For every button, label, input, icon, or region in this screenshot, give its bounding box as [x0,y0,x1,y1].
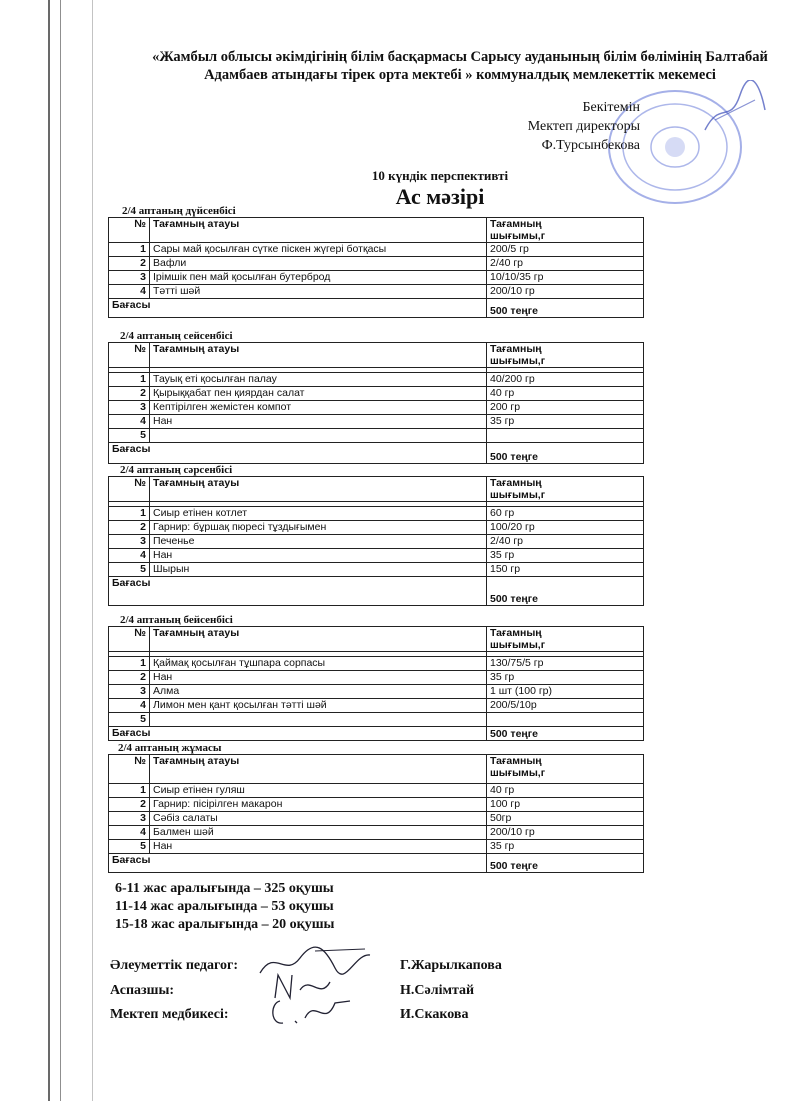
staff-name: И.Скакова [400,1007,469,1022]
org-line-2: Адамбаев атындағы тірек орта мектебі » коммуналдық мемлекеттік мекемесі [204,67,716,83]
price-value: 500 теңге [487,299,644,318]
menu-title: Ас мәзірі [395,184,485,209]
org-line-1: «Жамбыл облысы әкімдігінің білім басқармасы Сарысу ауданының білім бөлімінің Балтабай [152,49,768,65]
organization-header [140,48,780,84]
table-row: 3 Печенье 2/40 гр [109,535,644,549]
menu-table-thursday [108,626,644,741]
scan-edge-line [92,0,93,1101]
day-label-wednesday: 2/4 аптаның сәрсенбісі [120,464,233,476]
table-row: 2 Гарнир: пісірілген макарон 100 гр [109,798,644,812]
table-header-row: № Тағамның атауы Тағамның шығымы,г [109,755,644,784]
table-row: 1 Сиыр етінен гуляш 40 гр [109,784,644,798]
table-row: 1 Сары май қосылған сүтке піскен жүгері ботқасы 200/5 гр [109,243,644,257]
col-name: Тағамның атауы [150,218,487,243]
table-row: 1 Қаймақ қосылған тұшпара сорпасы 130/75/5 гр [109,657,644,671]
col-num: № [109,218,150,243]
table-header-row: № Тағамның атауы Тағамның шығымы,г [109,627,644,652]
approval-block [500,98,640,155]
day-label-friday: 2/4 аптаның жұмасы [118,742,222,754]
table-row: 4 Тәтті шәй 200/10 гр [109,285,644,299]
day-label-monday: 2/4 аптаның дүйсенбісі [122,205,236,217]
price-row: Бағасы 500 теңге [109,443,644,464]
table-row: 2 Қырыққабат пен қиярдан салат 40 гр [109,387,644,401]
table-row: 2 Нан 35 гр [109,671,644,685]
menu-table-tuesday [108,342,644,464]
signature-nurse [265,993,355,1033]
director-role: Мектеп директоры [527,119,640,134]
day-label-thursday: 2/4 аптаның бейсенбісі [120,614,233,626]
stat-line: 6-11 жас аралығында – 325 оқушы [115,881,334,896]
table-row: 4 Нан 35 гр [109,549,644,563]
staff-role: Мектеп медбикесі: [110,1007,229,1022]
table-row: 3 Ірімшік пен май қосылған бутерброд 10/10/35 гр [109,271,644,285]
table-row: 3 Сәбіз салаты 50гр [109,812,644,826]
price-row: Бағасы 500 теңге [109,727,644,741]
col-qty: Тағамның шығымы,г [487,218,644,243]
student-stats [115,880,334,934]
table-row: 5 [109,713,644,727]
table-header-row: № Тағамның атауы Тағамның шығымы,г [109,343,644,368]
approve-word: Бекітемін [582,100,640,115]
staff-name: Г.Жарылкапова [400,958,502,973]
menu-table-monday [108,217,644,318]
table-row: 5 Нан 35 гр [109,840,644,854]
table-row: 5 Шырын 150 гр [109,563,644,577]
staff-role: Әлеуметтік педагог: [110,958,239,973]
table-header-row: № Тағамның атауы Тағамның шығымы,г [109,477,644,502]
table-row: 4 Лимон мен қант қосылған тәтті шәй 200/5/10р [109,699,644,713]
price-row: Бағасы 500 теңге [109,577,644,606]
menu-subtitle: 10 күндік перспективті [371,168,509,183]
scan-edge-line [48,0,50,1101]
price-row: Бағасы 500 теңге [109,854,644,873]
table-row: 3 Алма 1 шт (100 гр) [109,685,644,699]
table-row: 1 Тауық еті қосылған палау 40/200 гр [109,373,644,387]
menu-table-friday [108,754,644,873]
staff-role: Аспазшы: [110,983,175,998]
table-header-row [109,218,644,243]
table-row: 4 Балмен шәй 200/10 гр [109,826,644,840]
table-row: 3 Кептірілген жемістен компот 200 гр [109,401,644,415]
stat-line: 15-18 жас аралығында – 20 оқушы [115,917,335,932]
stat-line: 11-14 жас аралығында – 53 оқушы [115,899,334,914]
menu-table-wednesday [108,476,644,606]
table-row: 4 Нан 35 гр [109,415,644,429]
table-row: 1 Сиыр етінен котлет 60 гр [109,507,644,521]
day-label-tuesday: 2/4 аптаның сейсенбісі [120,330,233,342]
director-name: Ф.Турсынбекова [541,138,640,153]
table-row: 2 Гарнир: бұршақ пюресі тұздығымен 100/20 гр [109,521,644,535]
table-row: 5 [109,429,644,443]
price-row: Бағасы 500 теңге [109,299,644,318]
staff-name: Н.Сәлімтай [400,983,475,998]
table-row: 2 Вафли 2/40 гр [109,257,644,271]
director-signature [700,80,770,140]
scan-edge-line [60,0,61,1101]
